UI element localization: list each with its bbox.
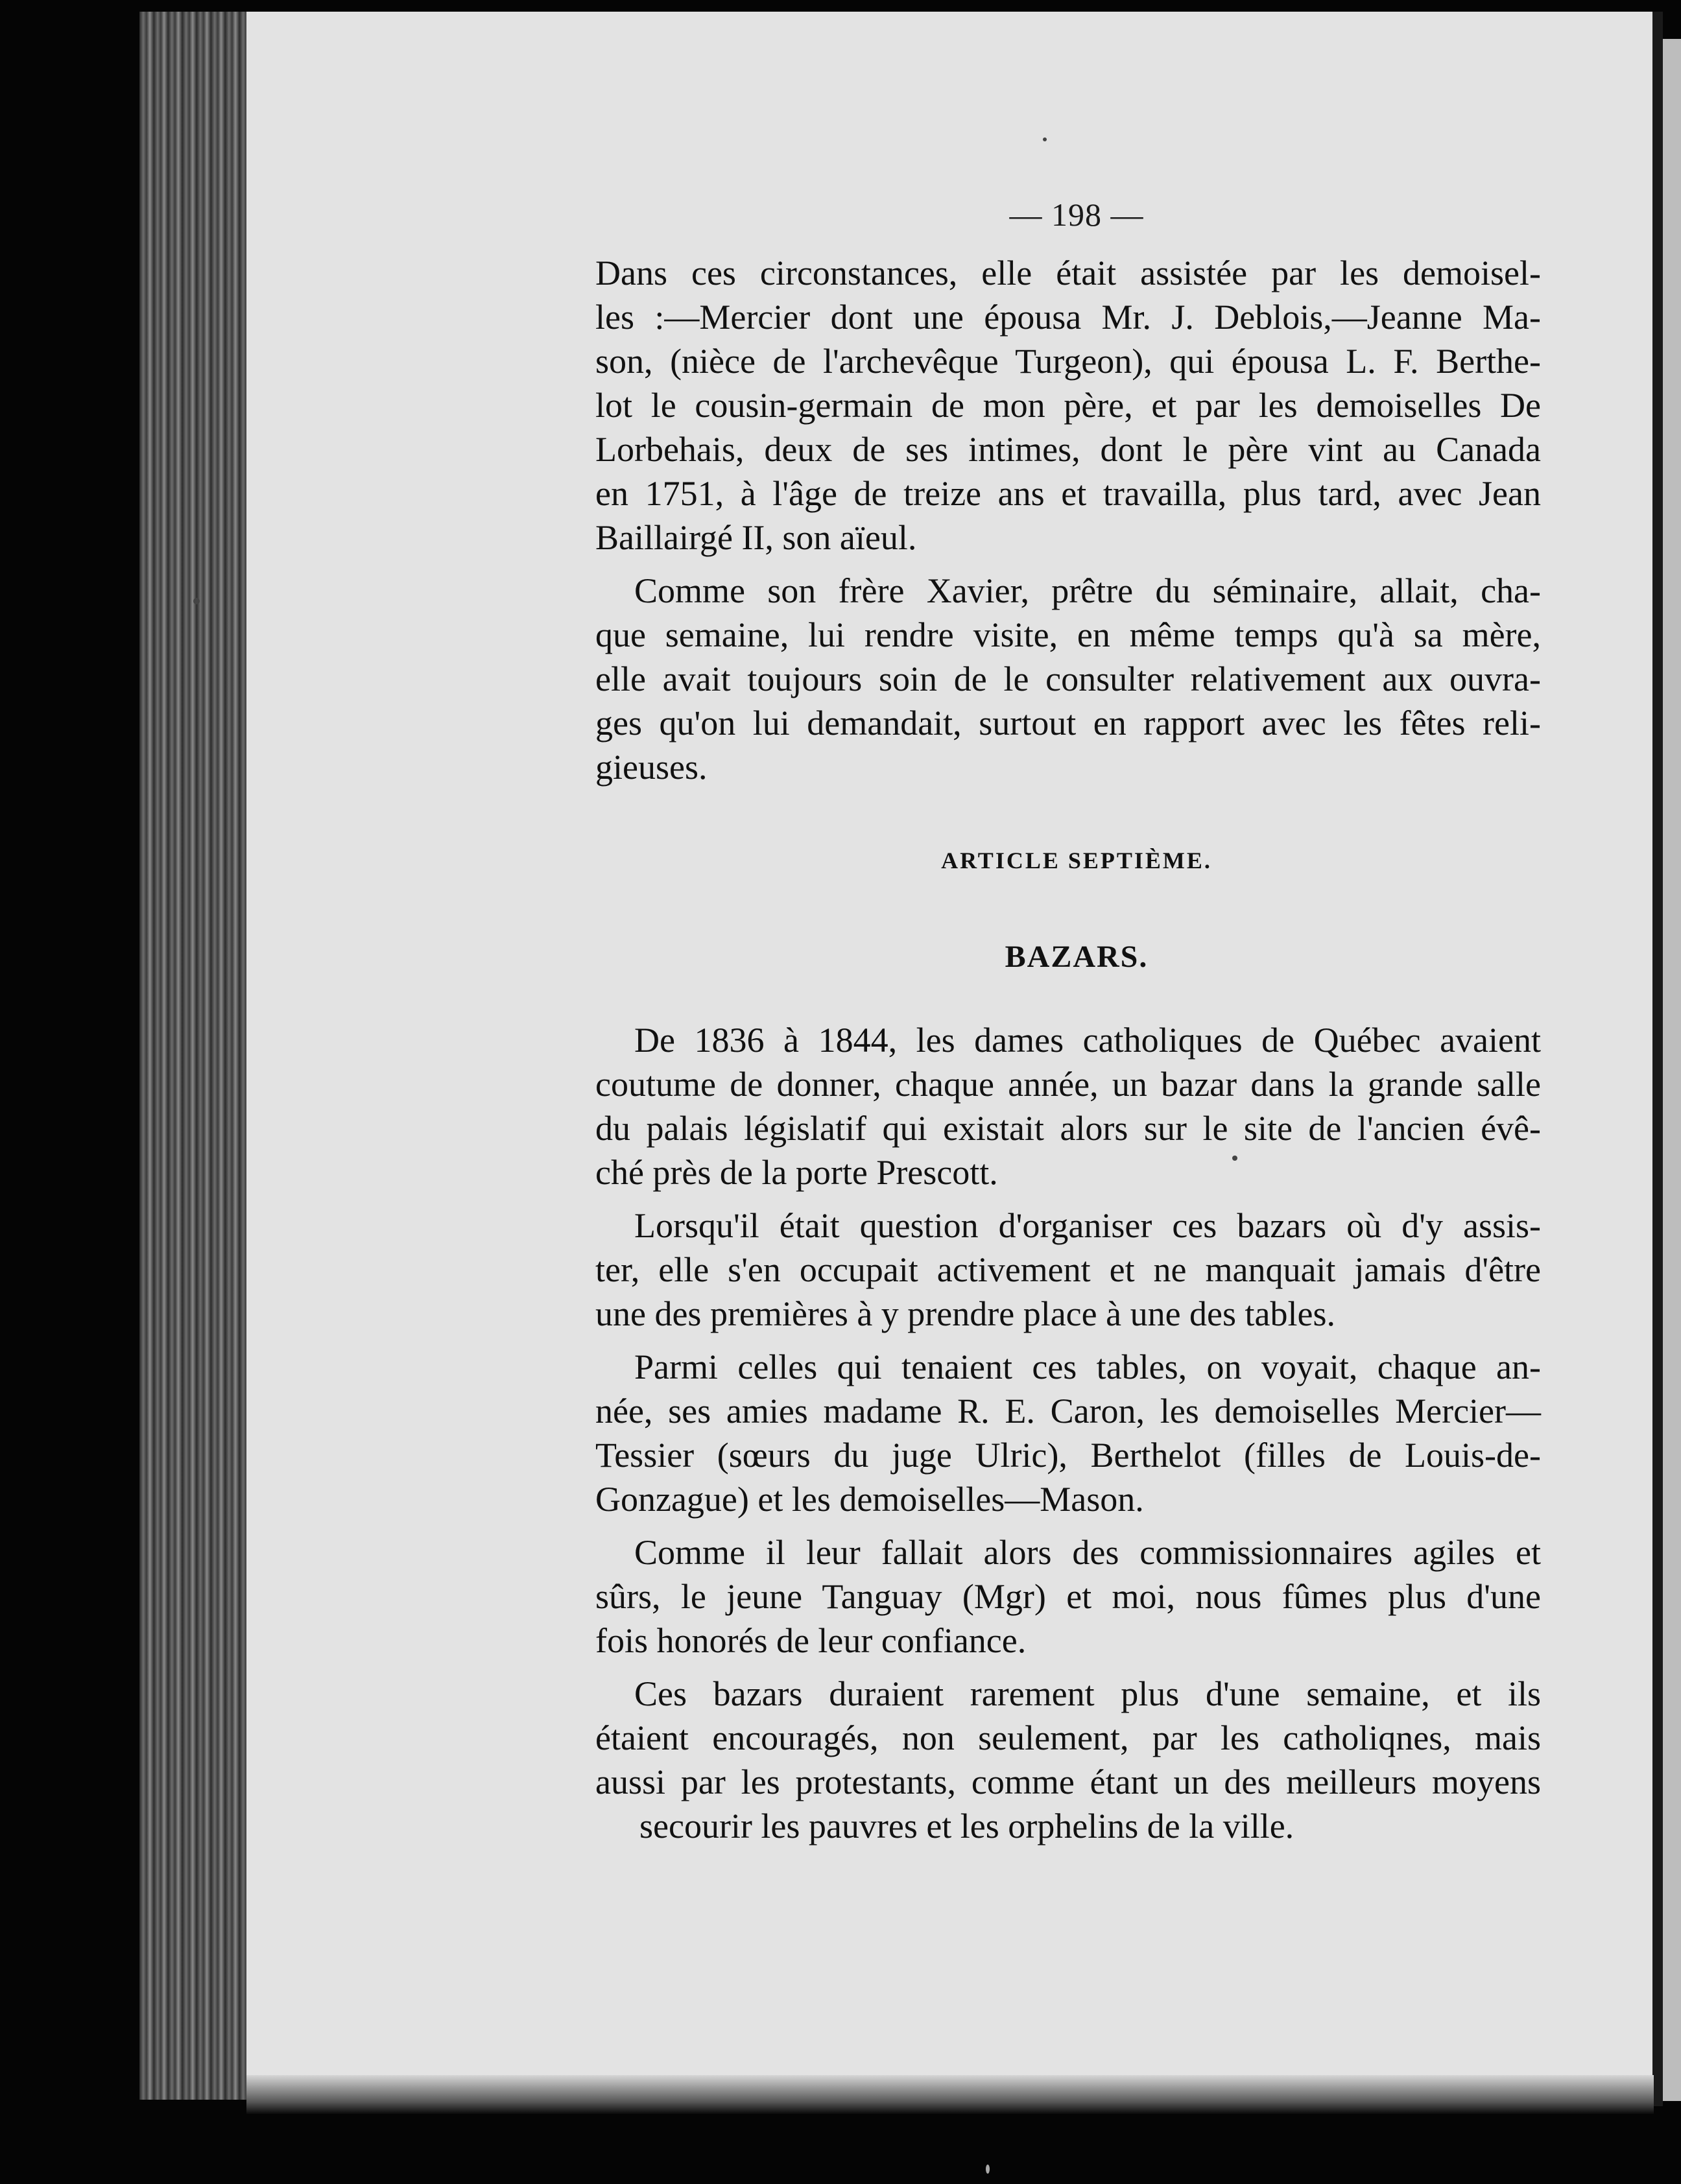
paragraph <box>595 1345 1541 1521</box>
text-line: en 1751, à l'âge de treize ans et travailla, plus tard, avec Jean <box>595 474 1541 513</box>
paragraph <box>595 1530 1541 1663</box>
text-line: Baillairgé II, son aïeul. <box>595 518 917 557</box>
dust-speck <box>1043 137 1047 141</box>
text-line: Tessier (sœurs du juge Ulric), Berthelot (filles de Louis-de- <box>595 1436 1541 1475</box>
text-line: Gonzague) et les demoiselles—Mason. <box>595 1480 1144 1519</box>
body-text-bottom <box>595 1018 1541 1848</box>
text-line: ges qu'on lui demandait, surtout en rapport avec les fêtes reli- <box>595 704 1541 742</box>
article-heading: ARTICLE SEPTIÈME. <box>941 848 1212 873</box>
text-line: lot le cousin-germain de mon père, et par les demoiselles De <box>595 386 1541 425</box>
page-right-gutter <box>1652 12 1663 2106</box>
text-line: coutume de donner, chaque année, un bazar dans la grande salle <box>595 1065 1541 1104</box>
text-line: elle avait toujours soin de le consulter relativement aux ouvra- <box>595 659 1541 698</box>
page-number: — 198 — <box>1009 196 1144 233</box>
text-line: secourir les pauvres et les orphelins de la ville. <box>639 1807 1294 1846</box>
text-line: Parmi celles qui tenaient ces tables, on voyait, chaque an- <box>634 1347 1541 1386</box>
paragraph <box>595 251 1541 560</box>
text-line: aussi par les protestants, comme étant un des meilleurs moyens <box>595 1763 1541 1801</box>
paragraph <box>595 1018 1541 1194</box>
text-line: Comme il leur fallait alors des commissionnaires agiles et <box>634 1533 1541 1572</box>
text-line: les :—Mercier dont une épousa Mr. J. Deblois,—Jeanne Ma- <box>595 298 1541 337</box>
page-bottom-edge <box>246 2075 1654 2114</box>
text-line: née, ses amies madame R. E. Caron, les demoiselles Mercier— <box>595 1392 1541 1430</box>
text-line: étaient encouragés, non seulement, par les catholiqnes, mais <box>595 1718 1541 1757</box>
text-line: Dans ces circonstances, elle était assistée par les demoisel- <box>595 254 1541 292</box>
text-line: du palais législatif qui existait alors sur le site de l'ancien évê- <box>595 1109 1541 1148</box>
text-line: Ces bazars duraient rarement plus d'une semaine, et ils <box>634 1674 1541 1713</box>
section-title: BAZARS. <box>1005 940 1149 974</box>
text-line: sûrs, le jeune Tanguay (Mgr) et moi, nous fûmes plus d'une <box>595 1577 1541 1616</box>
book-page-edges <box>139 12 256 2100</box>
text-line: Comme son frère Xavier, prêtre du séminaire, allait, cha- <box>634 571 1541 610</box>
dust-speck <box>193 598 200 604</box>
text-line: Lorbehais, deux de ses intimes, dont le père vint au Canada <box>595 430 1541 469</box>
text-line: De 1836 à 1844, les dames catholiques de Québec avaient <box>634 1021 1541 1060</box>
paragraph <box>595 1672 1541 1848</box>
paragraph <box>595 1204 1541 1336</box>
text-line: ter, elle s'en occupait activement et ne manquait jamais d'être <box>595 1250 1541 1289</box>
text-line: Lorsqu'il était question d'organiser ces bazars où d'y assis- <box>634 1206 1541 1245</box>
dust-speck <box>986 2165 990 2174</box>
text-line: fois honorés de leur confiance. <box>595 1621 1027 1660</box>
text-line: ché près de la porte Prescott. <box>595 1153 998 1192</box>
text-line: son, (nièce de l'archevêque Turgeon), qui épousa L. F. Berthe- <box>595 342 1541 381</box>
paragraph <box>595 569 1541 789</box>
text-line: une des premières à y prendre place à une des tables. <box>595 1294 1335 1333</box>
text-line: que semaine, lui rendre visite, en même temps qu'à sa mère, <box>595 615 1541 654</box>
next-page-strip <box>1663 39 1681 2101</box>
text-line: gieuses. <box>595 748 708 787</box>
body-text-top <box>595 251 1541 789</box>
